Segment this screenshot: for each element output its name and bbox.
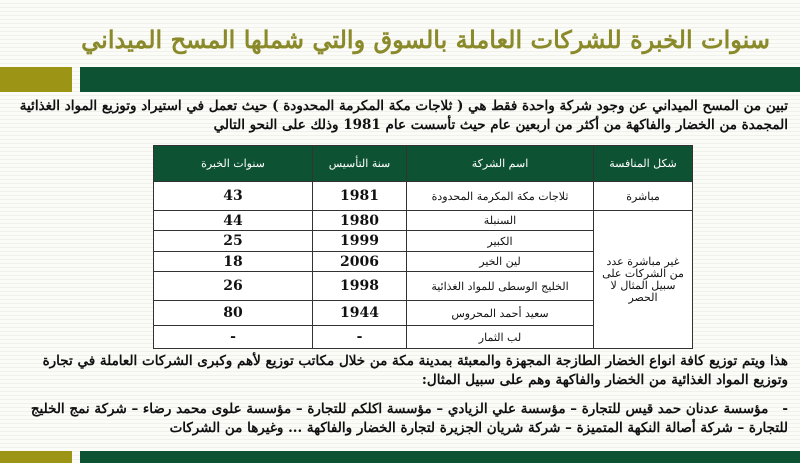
header-accent-olive — [0, 67, 72, 92]
founding-year: 2006 — [313, 252, 407, 272]
table-row — [154, 182, 693, 211]
founding-year: 1999 — [313, 231, 407, 252]
footer-accent-olive — [0, 451, 72, 463]
company-name: ثلاجات مكة المكرمة المحدودة — [407, 182, 594, 211]
competition-cell: مباشرة — [594, 182, 693, 211]
company-name: السنبلة — [407, 211, 594, 231]
companies-table — [153, 145, 693, 349]
founding-year: 1944 — [313, 301, 407, 326]
company-name: لب الثمار — [407, 326, 594, 349]
experience-years: 25 — [154, 231, 313, 252]
header-year: سنة التأسيس — [313, 146, 407, 182]
competition-cell: غير مباشرة عدد من الشركات على سبيل المثال لا الحصر — [594, 211, 693, 349]
experience-years: 18 — [154, 252, 313, 272]
header-company: اسم الشركة — [407, 146, 594, 182]
founding-year: 1980 — [313, 211, 407, 231]
experience-years: - — [154, 326, 313, 349]
company-name: الخليج الوسطى للمواد الغذائية — [407, 272, 594, 301]
page-title: سنوات الخبرة للشركات العاملة بالسوق والتي شملها المسح الميداني — [81, 25, 770, 54]
experience-years: 44 — [154, 211, 313, 231]
header-competition: شكل المنافسة — [594, 146, 693, 182]
experience-years: 26 — [154, 272, 313, 301]
header-experience: سنوات الخبرة — [154, 146, 313, 182]
footer-accent-green — [80, 451, 800, 463]
header-accent-green — [80, 67, 800, 92]
bullet-item: - مؤسسة عدنان حمد قيس للتجارة – مؤسسة علي الزيادي – مؤسسة اكلكم للتجارة – مؤسسة علوى محمد رضاء – شركة نمج الخليج للتجارة – شركة أصالة النكهة المتميزة – شركة شريان الجزيرة لتجارة الخضار والفاكهة ... وغيرها من الشركات — [30, 401, 788, 436]
founding-year: 1998 — [313, 272, 407, 301]
table-row — [154, 211, 693, 231]
bullet-text: مؤسسة عدنان حمد قيس للتجارة – مؤسسة علي الزيادي – مؤسسة اكلكم للتجارة – مؤسسة علوى محمد رضاء – شركة نمج الخليج للتجارة – شركة أصالة النكهة المتميزة – شركة شريان الجزيرة لتجارة الخضار والفاكهة ... وغيرها من الشركات — [30, 401, 788, 436]
founding-year: 1981 — [313, 182, 407, 211]
company-name: لين الخير — [407, 252, 594, 272]
founding-year: - — [313, 326, 407, 349]
body-paragraph: هذا ويتم توزيع كافة انواع الخضار الطازجة المجهزة والمعبئة بمدينة مكة من خلال مكاتب توزيع لأهم وكبرى الشركات العاملة في تجارة وتوزيع المواد الغذائية من الخضار والفاكهة وهم على سبيل المثال: — [42, 353, 788, 388]
experience-years: 80 — [154, 301, 313, 326]
experience-years: 43 — [154, 182, 313, 211]
company-name: الكبير — [407, 231, 594, 252]
company-name: سعيد أحمد المحروس — [407, 301, 594, 326]
intro-paragraph: تبين من المسح الميداني عن وجود شركة واحدة فقط هي ( ثلاجات مكة المكرمة المحدودة ) حيث تعمل في استيراد وتوزيع المواد الغذائية المجمدة من الخضار والفاكهة من أكثر من اربعين عام حيث تأسست عام 1981 وذلك على النحو التالي — [19, 98, 788, 133]
